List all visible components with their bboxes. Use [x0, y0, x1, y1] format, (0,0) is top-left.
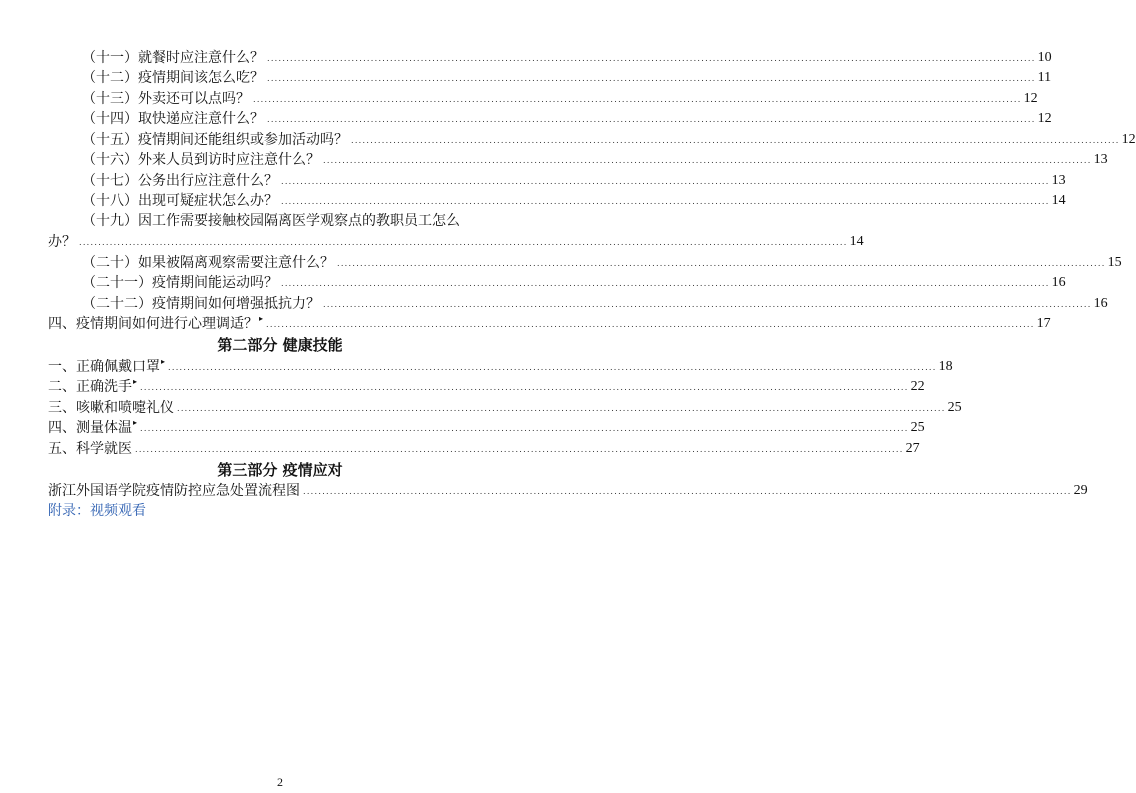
toc-entry[interactable]	[48, 377, 925, 398]
toc-entry-title: 浙江外国语学院疫情防控应急处置流程图	[48, 483, 300, 499]
toc-page-number: 29	[1073, 483, 1088, 498]
toc-entry[interactable]	[48, 47, 1052, 68]
toc-page-number: 13	[1093, 152, 1108, 167]
toc-entry[interactable]	[48, 438, 920, 459]
toc-page-number: 15	[1107, 254, 1122, 270]
toc-page-number: 14	[1051, 193, 1066, 208]
part-3-heading: 第三部分 疫情应对	[217, 460, 343, 479]
leader-dots: ........................................................................................................................................................................................................	[253, 94, 1022, 104]
toc-entry-title: （二十二）疫情期间如何增强抵抗力？	[82, 295, 320, 312]
toc-entry-title: 四、疫情期间如何进行心理调适？	[48, 316, 258, 332]
toc-page-number: 12	[1023, 90, 1038, 106]
leader-dots: ........................................................................................................................................................................................................	[323, 156, 1092, 165]
toc-entry[interactable]	[48, 191, 1066, 212]
toc-entry-19-line1[interactable]	[48, 211, 512, 232]
toc-entry[interactable]	[48, 252, 1122, 273]
bullet-arrow-icon: ▸	[259, 314, 264, 323]
toc-page-number: 11	[1037, 70, 1052, 85]
table-of-contents	[48, 47, 1136, 521]
leader-dots: ........................................................................................................................................................................................................	[79, 238, 848, 247]
leader-dots: ........................................................................................................................................................................................................	[267, 74, 1036, 83]
toc-entry-title: 办？	[48, 234, 76, 250]
bullet-arrow-icon: ▸	[133, 377, 138, 386]
leader-dots: ........................................................................................................................................................................................................	[135, 444, 904, 454]
toc-entry-title: 二、正确洗手	[48, 379, 132, 395]
toc-entry[interactable]	[48, 68, 1052, 89]
page-number: 2	[277, 775, 283, 789]
toc-page-number: 25	[947, 399, 962, 415]
toc-list-subsections-continued	[48, 252, 1122, 314]
toc-entry[interactable]	[48, 170, 1066, 191]
toc-page-number: 14	[849, 234, 864, 249]
toc-entry[interactable]	[48, 418, 925, 439]
toc-entry-title: （十九）因工作需要接触校园隔离医学观察点的教职员工怎么	[82, 213, 460, 229]
toc-entry-title: （二十）如果被隔离观察需要注意什么？	[82, 254, 334, 271]
leader-dots: ........................................................................................................................................................................................................	[323, 299, 1092, 309]
toc-entry-title: 一、正确佩戴口罩	[48, 358, 160, 375]
toc-page-number: 17	[1036, 316, 1051, 331]
toc-page-number: 22	[910, 379, 925, 394]
toc-entry-19-line2[interactable]	[48, 232, 864, 253]
leader-dots: ........................................................................................................................................................................................................	[168, 362, 937, 372]
toc-entry-title: （十三）外卖还可以点吗？	[82, 90, 250, 107]
toc-entry-title: （十一）就餐时应注意什么？	[82, 49, 264, 66]
toc-list-part-3	[48, 481, 1088, 502]
toc-entry[interactable]	[48, 356, 953, 377]
leader-dots: ........................................................................................................................................................................................................	[281, 197, 1050, 206]
leader-dots: ........................................................................................................................................................................................................	[281, 279, 1050, 288]
toc-page-number: 13	[1051, 172, 1066, 188]
toc-list-subsections	[48, 47, 1136, 211]
toc-entry[interactable]	[48, 150, 1108, 171]
leader-dots: ........................................................................................................................................................................................................	[177, 403, 946, 413]
toc-entry-section-4[interactable]	[48, 314, 1051, 335]
toc-entry-title: （十七）公务出行应注意什么？	[82, 172, 278, 189]
toc-entry-title: 三、咳嗽和喷嚏礼仪	[48, 399, 174, 416]
toc-page-number: 25	[910, 420, 925, 435]
leader-dots: ........................................................................................................................................................................................................	[281, 176, 1050, 186]
toc-entry-title: （十八）出现可疑症状怎么办？	[82, 193, 278, 209]
toc-entry-title: （十六）外来人员到访时应注意什么？	[82, 152, 320, 168]
bullet-arrow-icon: ▸	[133, 418, 138, 427]
toc-entry[interactable]	[48, 88, 1038, 109]
toc-page-number: 10	[1037, 49, 1052, 65]
leader-dots: ........................................................................................................................................................................................................	[140, 424, 909, 433]
toc-entry-title: 四、测量体温	[48, 420, 132, 436]
toc-list-part-2	[48, 356, 962, 459]
appendix-link[interactable]: 附录：视频观看	[48, 503, 146, 519]
leader-dots: ........................................................................................................................................................................................................	[266, 320, 1035, 329]
toc-page-number: 16	[1051, 275, 1066, 290]
leader-dots: ........................................................................................................................................................................................................	[267, 115, 1036, 124]
toc-entry[interactable]	[48, 397, 962, 418]
toc-page-number: 12	[1121, 131, 1136, 147]
leader-dots: ........................................................................................................................................................................................................	[351, 135, 1120, 145]
part-2-heading: 第二部分 健康技能	[217, 336, 343, 354]
leader-dots: ........................................................................................................................................................................................................	[337, 258, 1106, 268]
toc-entry-title: 五、科学就医	[48, 440, 132, 457]
toc-entry-title: （十四）取快递应注意什么？	[82, 111, 264, 127]
leader-dots: ........................................................................................................................................................................................................	[267, 53, 1036, 63]
toc-entry[interactable]	[48, 293, 1108, 314]
toc-page-number: 16	[1093, 295, 1108, 311]
bullet-arrow-icon: ▸	[161, 356, 166, 366]
leader-dots: ........................................................................................................................................................................................................	[140, 383, 909, 392]
toc-entry[interactable]	[48, 129, 1136, 150]
toc-page-number: 12	[1037, 111, 1052, 126]
toc-entry[interactable]	[48, 109, 1052, 130]
toc-entry-title: （十五）疫情期间还能组织或参加活动吗？	[82, 131, 348, 148]
toc-entry-title: （二十一）疫情期间能运动吗？	[82, 275, 278, 291]
toc-entry[interactable]	[48, 481, 1088, 502]
leader-dots: ........................................................................................................................................................................................................	[303, 487, 1072, 496]
toc-page-number: 27	[905, 440, 920, 456]
toc-entry[interactable]	[48, 273, 1066, 294]
toc-page-number: 18	[938, 358, 953, 374]
toc-entry-title: （十二）疫情期间该怎么吃？	[82, 70, 264, 86]
